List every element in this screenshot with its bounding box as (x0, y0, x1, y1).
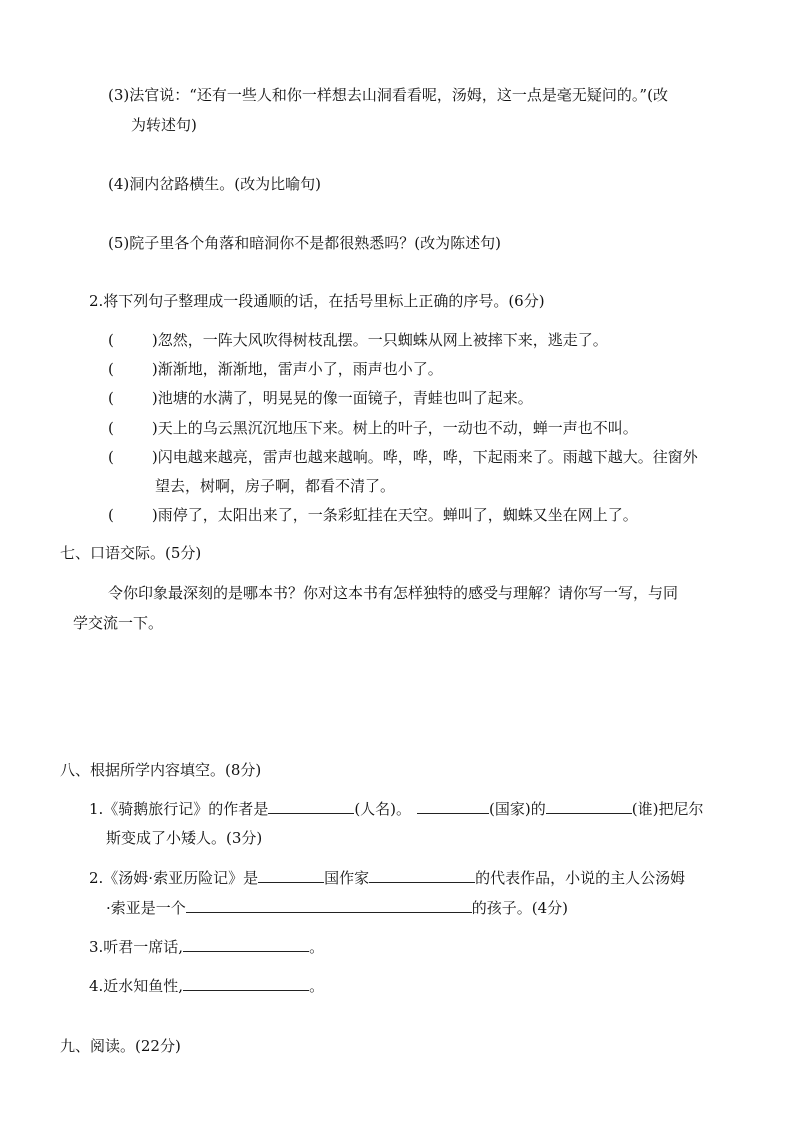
fill-q1-text-a: 1.《骑鹅旅行记》的作者是 (89, 800, 269, 818)
item-3-line1: (3)法官说：“还有一些人和你一样想去山洞看看呢，汤姆，这一点是毫无疑问的。”(改 (108, 86, 668, 104)
nationality-blank[interactable] (258, 868, 324, 883)
author-blank[interactable] (268, 799, 354, 814)
item-5: (5)院子里各个角落和暗洞你不是都很熟悉吗？(改为陈述句) (108, 234, 501, 252)
ordering-item-6 (108, 505, 638, 525)
ordering-item-5 (108, 447, 698, 467)
paren-open: ( (108, 419, 114, 437)
fill-q2-text-d: ·索亚是一个 (106, 899, 186, 917)
section-7-line2: 学交流一下。 (73, 614, 164, 632)
fill-q4-text-a: 4.近水知鱼性, (89, 977, 184, 995)
section-7-heading: 七、口语交际。(5分) (60, 544, 202, 562)
item-3-line2: 为转述句) (131, 116, 197, 134)
paren-open: ( (108, 389, 114, 407)
paren-open: ( (108, 448, 114, 466)
ordering-item-2 (108, 359, 443, 379)
paren-open: ( (108, 506, 114, 524)
sentence-3: )池塘的水满了，明晃晃的像一面镜子，青蛙也叫了起来。 (151, 389, 533, 407)
section-7-line1: 令你印象最深刻的是哪本书？你对这本书有怎样独特的感受与理解？请你写一写，与同 (108, 584, 679, 602)
fill-q1-text-c: (国家)的 (489, 800, 546, 818)
fill-q3 (89, 937, 324, 957)
sentence-2: )渐渐地，渐渐地，雷声小了，雨声也小了。 (151, 360, 443, 378)
section-9-heading: 九、阅读。(22分) (60, 1037, 181, 1055)
fill-q2-line1 (89, 868, 685, 888)
fill-q1-line2: 斯变成了小矮人。(3分) (106, 829, 263, 847)
q2-title: 2.将下列句子整理成一段通顺的话，在括号里标上正确的序号。(6分) (89, 292, 545, 310)
proverb-blank-1[interactable] (183, 937, 309, 952)
country-blank[interactable] (417, 799, 489, 814)
fill-q1-line1 (89, 799, 703, 819)
character-blank[interactable] (186, 898, 472, 913)
proverb-blank-2[interactable] (183, 976, 309, 991)
fill-q2-text-e: 的孩子。(4分) (471, 899, 569, 917)
sentence-5-cont: 望去，树啊，房子啊，都看不清了。 (155, 477, 396, 495)
fill-q3-text-a: 3.听君一席话, (89, 938, 184, 956)
sentence-5: )闪电越来越亮，雷声也越来越响。哗，哗，哗，下起雨来了。雨越下越大。往窗外 (151, 448, 698, 466)
fill-q2-text-c: 的代表作品，小说的主人公汤姆 (475, 869, 686, 887)
fill-q4 (89, 976, 324, 996)
fill-q2-text-b: 国作家 (324, 869, 370, 887)
who-blank[interactable] (546, 799, 632, 814)
fill-q1-text-b: (人名)。 (354, 800, 412, 818)
writer-blank[interactable] (369, 868, 475, 883)
paren-open: ( (108, 331, 114, 349)
ordering-item-1 (108, 330, 608, 350)
ordering-item-3 (108, 388, 533, 408)
sentence-4: )天上的乌云黑沉沉地压下来。树上的叶子，一动也不动，蝉一声也不叫。 (151, 419, 638, 437)
fill-q3-text-b: 。 (309, 938, 325, 956)
fill-q1-text-d: (谁)把尼尔 (631, 800, 704, 818)
fill-q2-line2 (106, 898, 568, 918)
ordering-item-4 (108, 418, 638, 438)
paren-open: ( (108, 360, 114, 378)
sentence-1: )忽然，一阵大风吹得树枝乱摆。一只蜘蛛从网上被摔下来，逃走了。 (151, 331, 608, 349)
fill-q4-text-b: 。 (309, 977, 325, 995)
item-4: (4)洞内岔路横生。(改为比喻句) (108, 175, 321, 193)
fill-q2-text-a: 2.《汤姆·索亚历险记》是 (89, 869, 259, 887)
section-8-heading: 八、根据所学内容填空。(8分) (60, 761, 262, 779)
sentence-6: )雨停了，太阳出来了，一条彩虹挂在天空。蝉叫了，蜘蛛又坐在网上了。 (151, 506, 638, 524)
